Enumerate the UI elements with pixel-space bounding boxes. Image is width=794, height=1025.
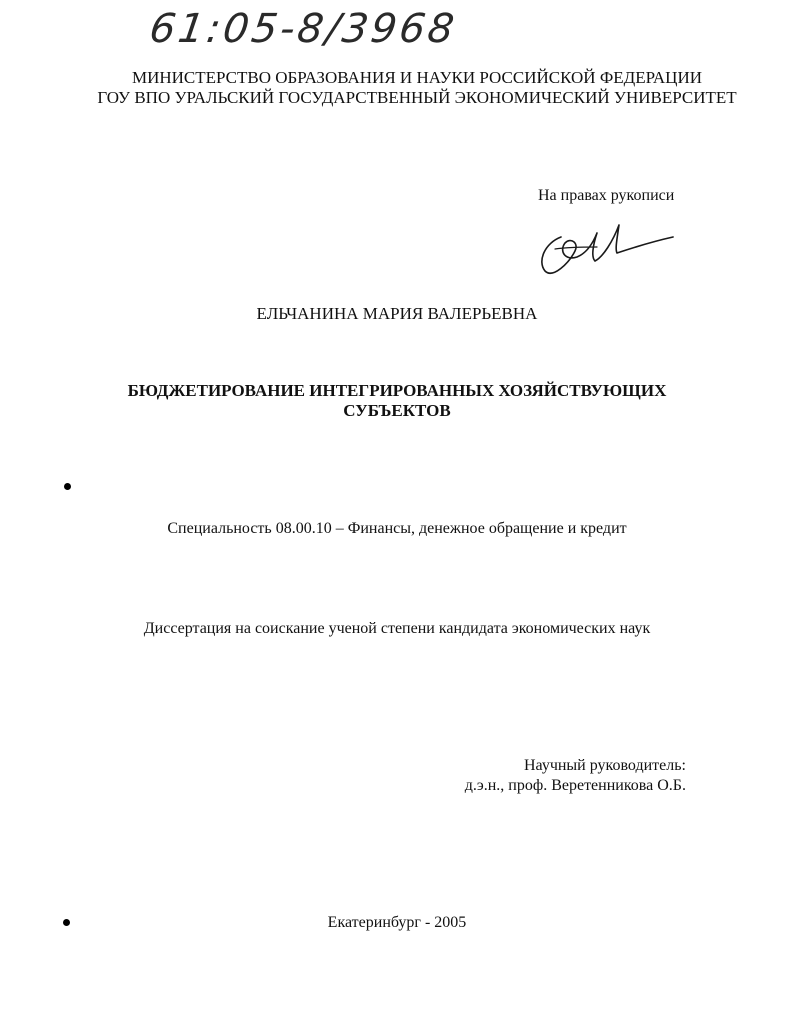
dissertation-title — [0, 381, 794, 421]
author-name: ЕЛЬЧАНИНА МАРИЯ ВАЛЕРЬЕВНА — [256, 304, 538, 323]
supervisor-name: д.э.н., проф. Веретенникова О.Б. — [464, 777, 686, 794]
supervisor-label: Научный руководитель: — [523, 757, 686, 774]
author-signature — [535, 213, 680, 279]
specialty-line: Специальность 08.00.10 – Финансы, денежное обращение и кредит — [167, 520, 627, 537]
margin-dot — [64, 483, 71, 490]
degree-statement: Диссертация на соискание ученой степени кандидата экономических наук — [143, 620, 651, 637]
university-heading: ГОУ ВПО УРАЛЬСКИЙ ГОСУДАРСТВЕННЫЙ ЭКОНОМИЧЕСКИЙ УНИВЕРСИТЕТ — [97, 88, 737, 107]
archive-code-handwritten: 61:05-8/3968 — [146, 6, 460, 52]
city-year: Екатеринбург - 2005 — [327, 914, 467, 931]
title-line-1: БЮДЖЕТИРОВАНИЕ ИНТЕГРИРОВАННЫХ ХОЗЯЙСТВУЮЩИХ — [127, 381, 667, 400]
ministry-heading: МИНИСТЕРСТВО ОБРАЗОВАНИЯ И НАУКИ РОССИЙСКОЙ ФЕДЕРАЦИИ — [131, 68, 703, 87]
title-line-2: СУБЪЕКТОВ — [343, 401, 451, 420]
supervisor-block — [465, 756, 686, 796]
rights-note: На правах рукописи — [538, 187, 675, 204]
